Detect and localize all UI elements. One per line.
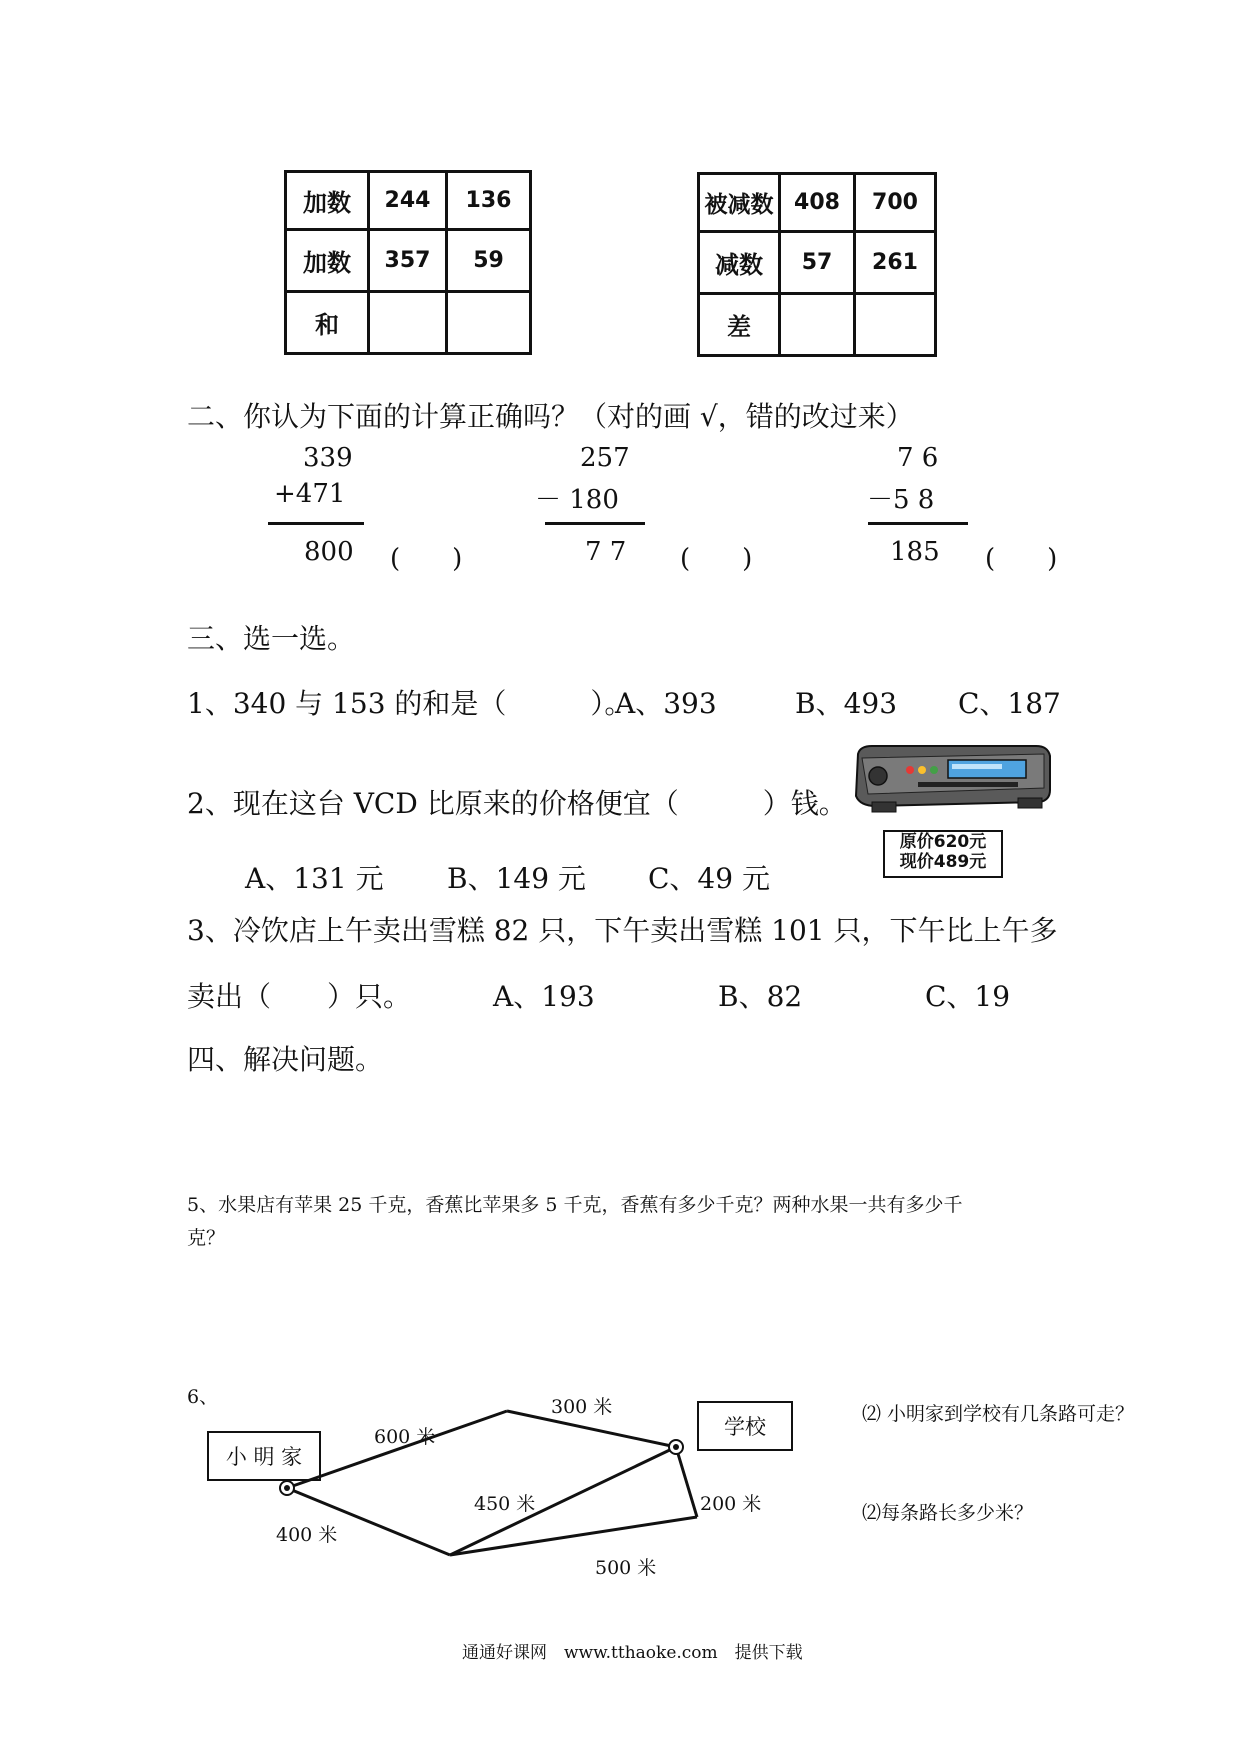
table-cell: 136 bbox=[447, 172, 531, 230]
table-cell-empty bbox=[369, 292, 447, 354]
table-cell: 57 bbox=[780, 232, 855, 294]
price-original: 原价620元 bbox=[899, 832, 987, 852]
edge-label-500: 500 米 bbox=[595, 1557, 657, 1579]
answer-bracket[interactable]: ( ) bbox=[680, 544, 753, 574]
q2-option-b[interactable]: B、149 元 bbox=[447, 862, 586, 895]
table-cell-empty bbox=[780, 294, 855, 356]
table-cell-label: 减数 bbox=[699, 232, 780, 294]
calc-rule bbox=[545, 522, 645, 525]
q3-option-b[interactable]: B、82 bbox=[718, 980, 803, 1013]
q3-line1: 3、冷饮店上午卖出雪糕 82 只，下午卖出雪糕 101 只，下午比上午多 bbox=[187, 914, 1058, 947]
q6-ask1: ⑵ 小明家到学校有几条路可走？ bbox=[862, 1403, 1135, 1425]
home-box: 小 明 家 bbox=[207, 1431, 321, 1481]
q1-option-b[interactable]: B、493 bbox=[795, 687, 898, 720]
table-cell-label: 差 bbox=[699, 294, 780, 356]
edge-label-300: 300 米 bbox=[551, 1396, 613, 1418]
q1-option-c[interactable]: C、187 bbox=[958, 687, 1061, 720]
section4-title: 四、解决问题。 bbox=[187, 1043, 384, 1076]
calc-result: 7 7 bbox=[585, 537, 627, 567]
school-point bbox=[669, 1440, 683, 1454]
vcd-player-icon bbox=[848, 740, 1054, 818]
calc-rule bbox=[268, 522, 364, 525]
q3-line2: 卖出（ ）只。 bbox=[187, 980, 412, 1013]
calc-result: 185 bbox=[890, 537, 940, 567]
edge-label-450: 450 米 bbox=[474, 1493, 536, 1515]
edge-label-600: 600 米 bbox=[374, 1426, 436, 1448]
footer-text: 通通好课网 www.tthaoke.com 提供下载 bbox=[462, 1643, 803, 1663]
calc-bottom: － 180 bbox=[535, 485, 619, 515]
calc-top: 339 bbox=[303, 443, 353, 473]
table-cell-label: 加数 bbox=[286, 172, 369, 230]
calc-top: 7 6 bbox=[897, 443, 939, 473]
table-cell: 244 bbox=[369, 172, 447, 230]
q5-line1: 5、水果店有苹果 25 千克，香蕉比苹果多 5 千克，香蕉有多少千克？两种水果一共有多少千 bbox=[187, 1194, 963, 1216]
home-point bbox=[280, 1481, 294, 1495]
q6-label: 6、 bbox=[187, 1386, 219, 1408]
q2-option-c[interactable]: C、49 元 bbox=[648, 862, 770, 895]
q2-option-a[interactable]: A、131 元 bbox=[245, 862, 384, 895]
section3-title: 三、选一选。 bbox=[187, 622, 356, 655]
calc-bottom: +471 bbox=[274, 479, 346, 509]
calc-result: 800 bbox=[304, 537, 354, 567]
q3-option-c[interactable]: C、19 bbox=[925, 980, 1011, 1013]
table-cell-label: 被减数 bbox=[699, 174, 780, 232]
answer-bracket[interactable]: ( ) bbox=[390, 544, 463, 574]
answer-bracket[interactable]: ( ) bbox=[985, 544, 1058, 574]
table-cell-label: 和 bbox=[286, 292, 369, 354]
table-cell: 59 bbox=[447, 230, 531, 292]
subtraction-table bbox=[697, 172, 937, 357]
table-cell: 408 bbox=[780, 174, 855, 232]
edge-label-400: 400 米 bbox=[276, 1524, 338, 1546]
price-tag bbox=[883, 830, 1003, 878]
price-now: 现价489元 bbox=[899, 852, 987, 872]
school-box: 学校 bbox=[697, 1401, 793, 1451]
q1-text: 1、340 与 153 的和是（ ）。 bbox=[187, 687, 633, 720]
q6-ask2: ⑵每条路长多少米？ bbox=[862, 1502, 1034, 1524]
table-cell-empty bbox=[855, 294, 936, 356]
table-cell: 700 bbox=[855, 174, 936, 232]
calc-bottom: －5 8 bbox=[867, 485, 935, 515]
q5-line2: 克？ bbox=[187, 1227, 226, 1249]
table-cell-label: 加数 bbox=[286, 230, 369, 292]
table-cell-empty bbox=[447, 292, 531, 354]
q1-option-a[interactable]: A、393 bbox=[615, 687, 717, 720]
edge-label-200: 200 米 bbox=[700, 1493, 762, 1515]
q3-option-a[interactable]: A、193 bbox=[493, 980, 595, 1013]
table-cell: 357 bbox=[369, 230, 447, 292]
q2-text: 2、现在这台 VCD 比原来的价格便宜（ ）钱。 bbox=[187, 787, 847, 820]
calc-top: 257 bbox=[580, 443, 630, 473]
calc-rule bbox=[868, 522, 968, 525]
section2-title: 二、你认为下面的计算正确吗？（对的画 √，错的改过来） bbox=[187, 400, 914, 433]
addition-table bbox=[284, 170, 532, 355]
table-cell: 261 bbox=[855, 232, 936, 294]
